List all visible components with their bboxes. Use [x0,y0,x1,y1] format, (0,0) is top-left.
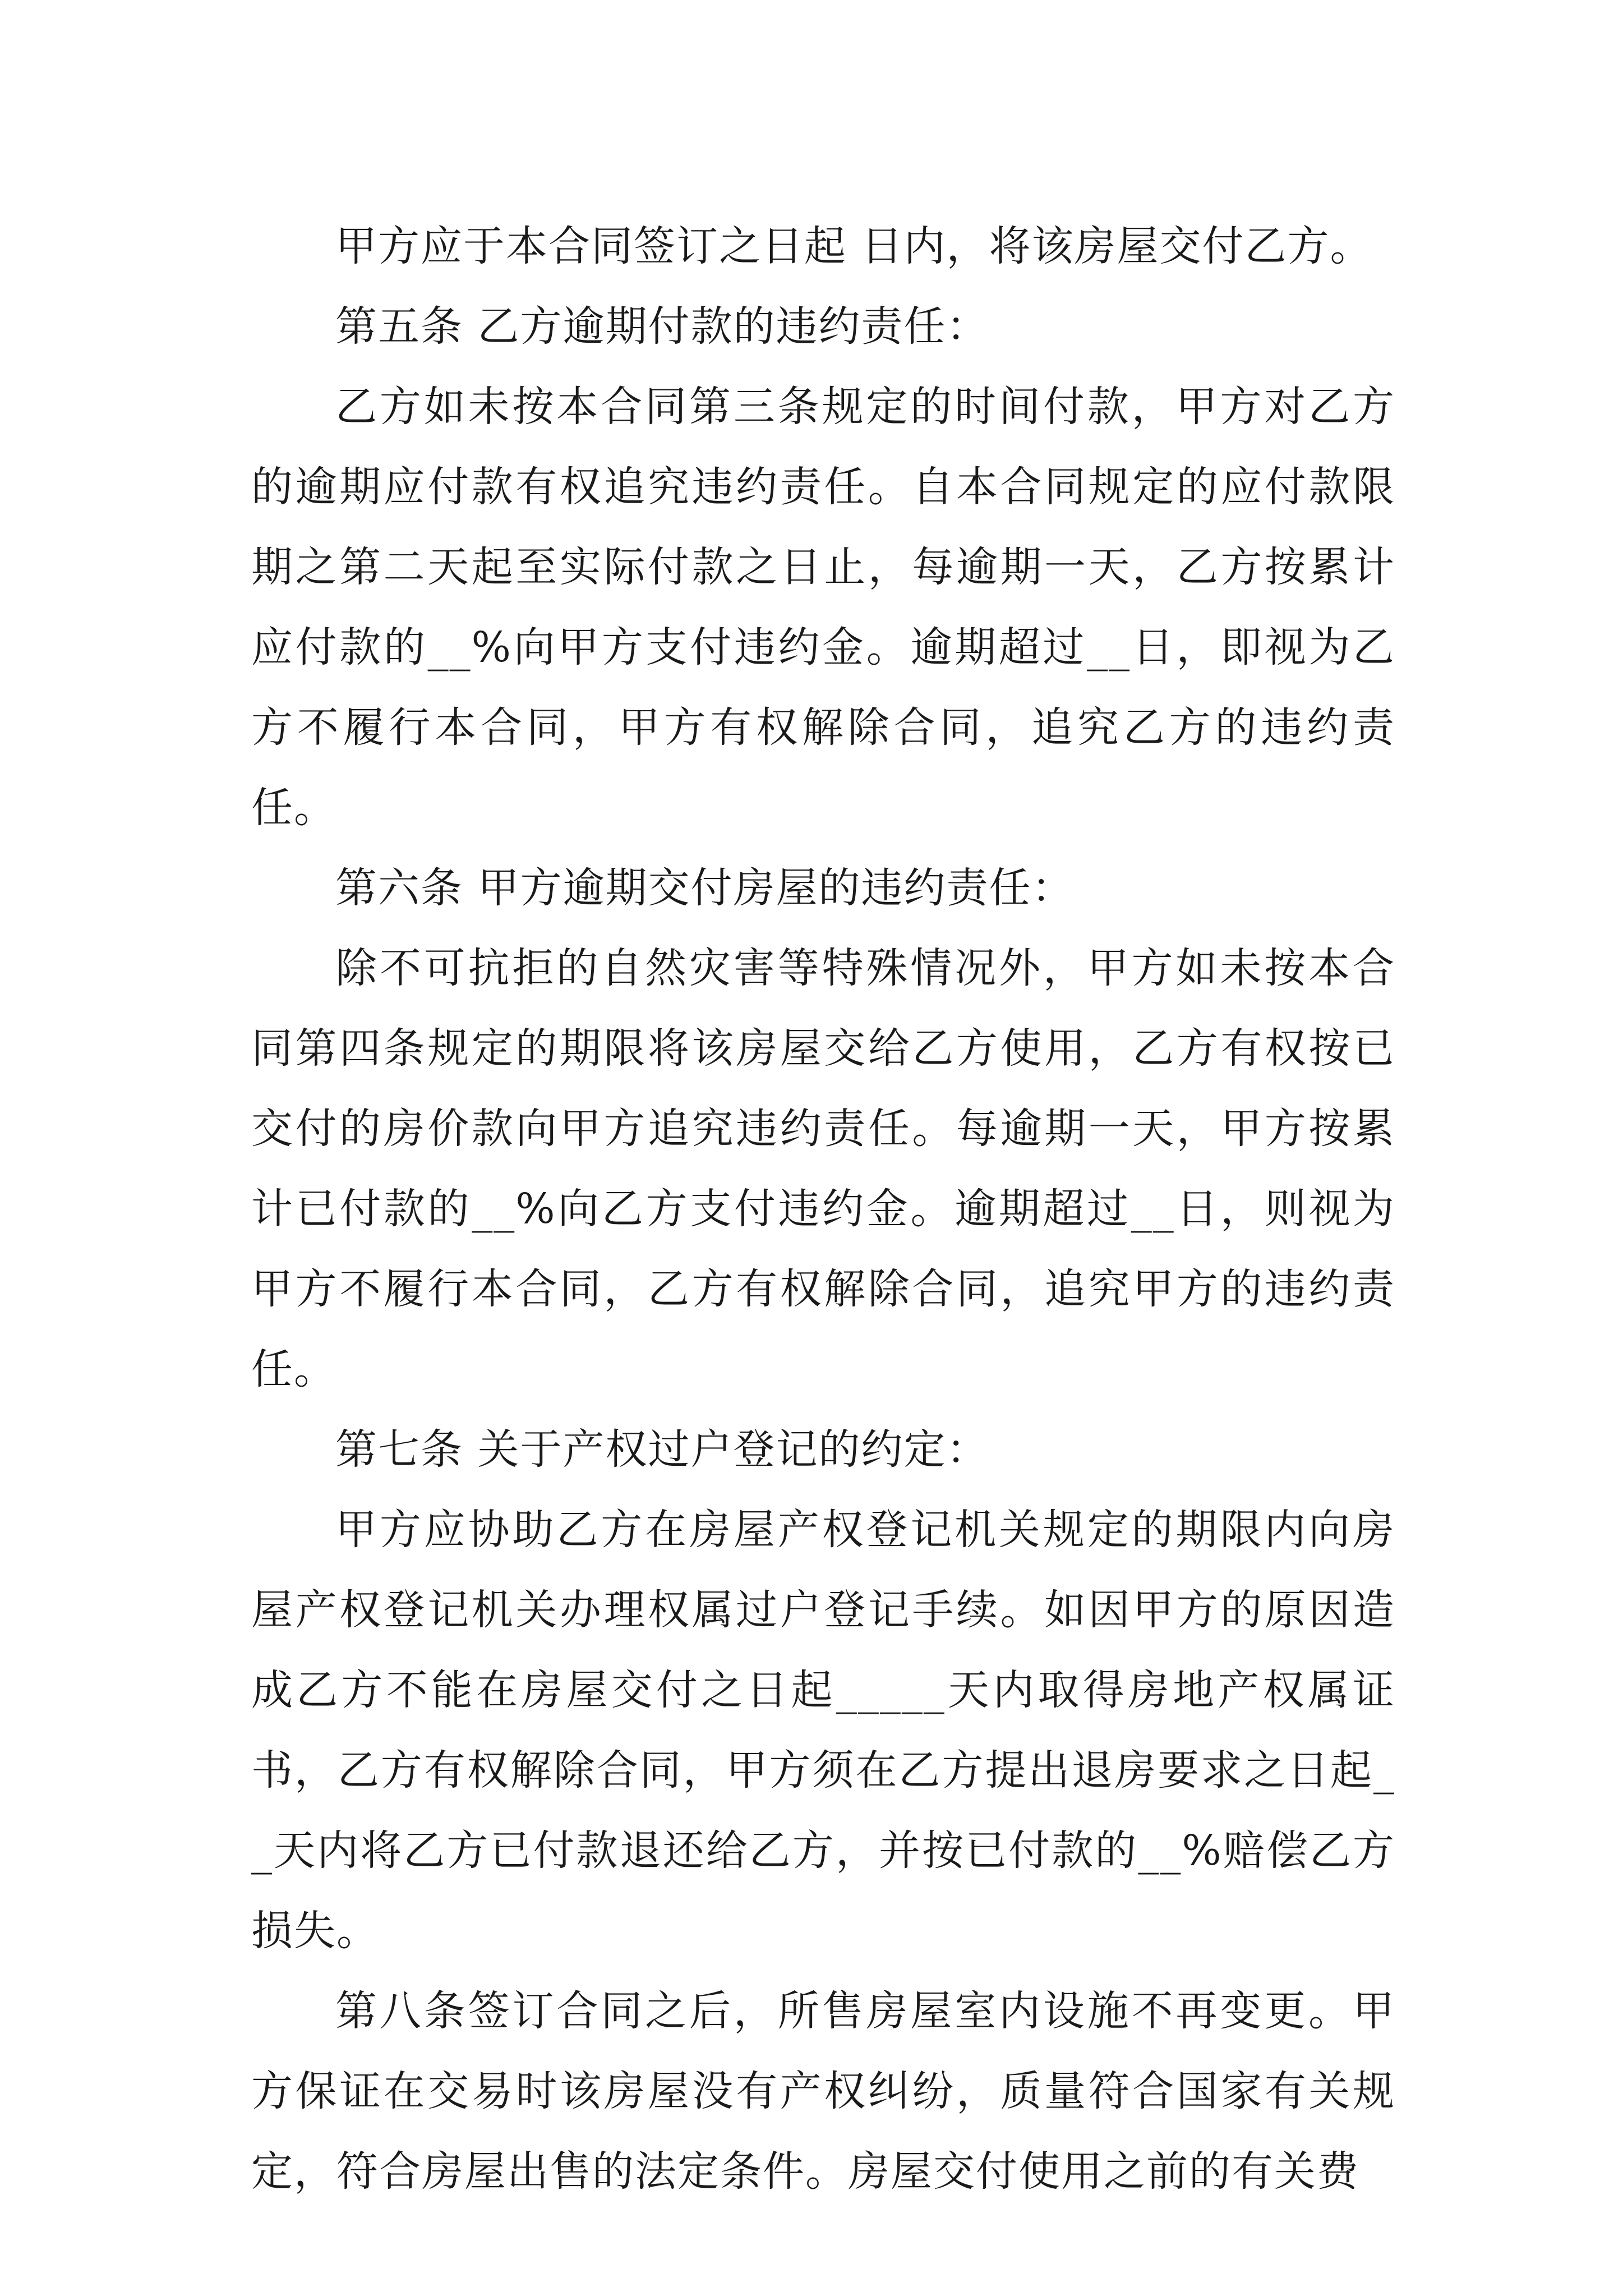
paragraph-article-7: 甲方应协助乙方在房屋产权登记机关规定的期限内向房屋产权登记机关办理权属过户登记手续。如因甲方的原因造成乙方不能在房屋交付之日起_____天内取得房地产权属证书，乙方有权解除合同，甲方须在乙方提出退房要求之日起__天内将乙方已付款退还给乙方，并按已付款的__%赔偿乙方损失。 [251,1506,1395,1955]
heading-article-5: 第五条 乙方逾期付款的违约责任： [335,302,989,351]
heading-article-7: 第七条 关于产权过户登记的约定： [335,1425,989,1474]
heading-article-6: 第六条 甲方逾期交付房屋的违约责任： [335,864,1075,912]
document-body [251,206,1395,2212]
paragraph-article-5: 乙方如未按本合同第三条规定的时间付款，甲方对乙方的逾期应付款有权追究违约责任。自本合同规定的应付款限期之第二天起至实际付款之日止，每逾期一天，乙方按累计应付款的__%向甲方支付违约金。逾期超过__日，即视为乙方不履行本合同，甲方有权解除合同，追究乙方的违约责任。 [251,383,1395,832]
paragraph-article-8: 第八条签订合同之后，所售房屋室内设施不再变更。甲方保证在交易时该房屋没有产权纠纷，质量符合国家有关规定，符合房屋出售的法定条件。房屋交付使用之前的有关费 [251,1987,1395,2196]
paragraph-article-6: 除不可抗拒的自然灾害等特殊情况外，甲方如未按本合同第四条规定的期限将该房屋交给乙方使用，乙方有权按已交付的房价款向甲方追究违约责任。每逾期一天，甲方按累计已付款的__%向乙方支付违约金。逾期超过__日，则视为甲方不履行本合同，乙方有权解除合同，追究甲方的违约责任。 [251,944,1395,1393]
paragraph-delivery-term: 甲方应于本合同签订之日起 日内，将该房屋交付乙方。 [335,222,1373,270]
